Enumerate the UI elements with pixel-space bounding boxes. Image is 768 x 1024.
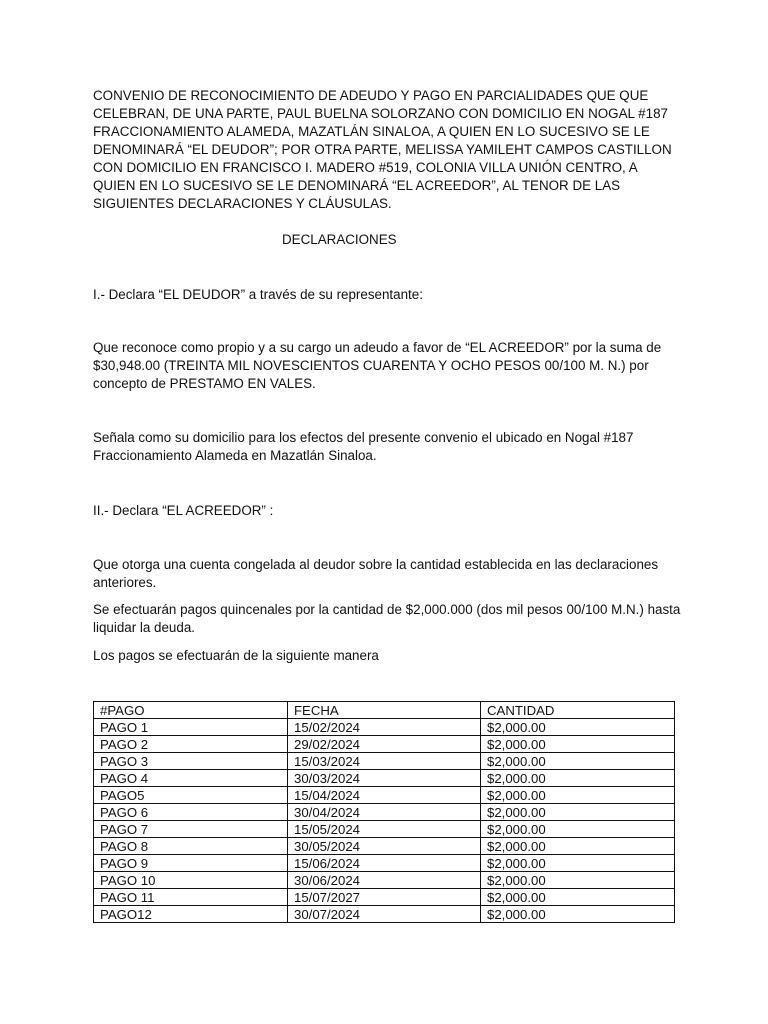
cell-pago: PAGO 3 [94, 753, 288, 770]
cell-fecha: 30/06/2024 [288, 872, 481, 889]
payments-table-body [94, 719, 675, 923]
cell-cantidad: $2,000.00 [481, 855, 675, 872]
biweekly-payments-paragraph: Se efectuarán pagos quincenales por la cantidad de $2,000.000 (dos mil pesos 00/100 M.N.) hasta liquidar la deuda. [93, 602, 681, 635]
table-row [94, 719, 675, 736]
cell-pago: PAGO 6 [94, 804, 288, 821]
frozen-account-paragraph: Que otorga una cuenta congelada al deudor sobre la cantidad establecida en las declaraciones anteriores. [93, 557, 659, 590]
cell-pago: PAGO 2 [94, 736, 288, 753]
cell-cantidad: $2,000.00 [481, 838, 675, 855]
cell-cantidad: $2,000.00 [481, 787, 675, 804]
declaration-deudor: I.- Declara “EL DEUDOR” a través de su representante: [93, 287, 423, 302]
cell-fecha: 30/07/2024 [288, 906, 481, 923]
table-row [94, 804, 675, 821]
cell-fecha: 30/03/2024 [288, 770, 481, 787]
document-heading: CONVENIO DE RECONOCIMIENTO DE ADEUDO Y PAGO EN PARCIALIDADES QUE QUE CELEBRAN, DE UNA PARTE, PAUL BUELNA SOLORZANO CON DOMICILIO EN NOGAL #187 FRACCIONAMIENTO ALAMEDA, MAZATLÁN SINALOA, A QUIEN EN LO SUCESIVO SE LE DENOMINARÁ “EL DEUDOR”; POR OTRA PARTE, MELISSA YAMILEHT CAMPOS CASTILLON CON DOMICILIO EN FRANCISCO I. MADERO #519, COLONIA VILLA UNIÓN CENTRO, A QUIEN EN LO SUCESIVO SE LE DENOMINARÁ “EL ACREEDOR”, AL TENOR DE LAS SIGUIENTES DECLARACIONES Y CLÁUSULAS. [93, 88, 672, 211]
cell-pago: PAGO 4 [94, 770, 288, 787]
declaration-acreedor: II.- Declara “EL ACREEDOR” : [93, 503, 274, 518]
cell-cantidad: $2,000.00 [481, 821, 675, 838]
cell-pago: PAGO 10 [94, 872, 288, 889]
cell-cantidad: $2,000.00 [481, 719, 675, 736]
cell-fecha: 29/02/2024 [288, 736, 481, 753]
cell-pago: PAGO 9 [94, 855, 288, 872]
table-row [94, 753, 675, 770]
cell-fecha: 15/04/2024 [288, 787, 481, 804]
cell-fecha: 15/03/2024 [288, 753, 481, 770]
domicile-paragraph: Señala como su domicilio para los efectos del presente convenio el ubicado en Nogal #187 Fraccionamiento Alameda en Mazatlán Sinaloa. [93, 430, 634, 463]
cell-fecha: 15/02/2024 [288, 719, 481, 736]
header-pago: #PAGO [94, 702, 288, 719]
table-row [94, 821, 675, 838]
section-title: DECLARACIONES [282, 232, 397, 247]
table-header-row [94, 702, 675, 719]
table-row [94, 736, 675, 753]
cell-pago: PAGO 8 [94, 838, 288, 855]
table-row [94, 872, 675, 889]
cell-pago: PAGO 1 [94, 719, 288, 736]
cell-pago: PAGO 11 [94, 889, 288, 906]
table-row [94, 787, 675, 804]
cell-fecha: 30/04/2024 [288, 804, 481, 821]
cell-cantidad: $2,000.00 [481, 804, 675, 821]
cell-fecha: 30/05/2024 [288, 838, 481, 855]
cell-fecha: 15/06/2024 [288, 855, 481, 872]
cell-pago: PAGO 7 [94, 821, 288, 838]
header-fecha: FECHA [288, 702, 481, 719]
debt-acknowledgement-paragraph: Que reconoce como propio y a su cargo un adeudo a favor de “EL ACREEDOR” por la suma de $30,948.00 (TREINTA MIL NOVESCIENTOS CUARENTA Y OCHO PESOS 00/100 M. N.) por concepto de PRESTAMO EN VALES. [93, 340, 662, 391]
cell-cantidad: $2,000.00 [481, 906, 675, 923]
table-row [94, 906, 675, 923]
cell-cantidad: $2,000.00 [481, 736, 675, 753]
cell-fecha: 15/07/2027 [288, 889, 481, 906]
cell-fecha: 15/05/2024 [288, 821, 481, 838]
payment-schedule-intro: Los pagos se efectuarán de la siguiente manera [93, 648, 379, 663]
cell-cantidad: $2,000.00 [481, 753, 675, 770]
cell-pago: PAGO12 [94, 906, 288, 923]
table-row [94, 838, 675, 855]
header-cantidad: CANTIDAD [481, 702, 675, 719]
cell-cantidad: $2,000.00 [481, 872, 675, 889]
table-row [94, 889, 675, 906]
payments-table [93, 701, 675, 923]
cell-cantidad: $2,000.00 [481, 770, 675, 787]
cell-pago: PAGO5 [94, 787, 288, 804]
table-row [94, 855, 675, 872]
table-row [94, 770, 675, 787]
cell-cantidad: $2,000.00 [481, 889, 675, 906]
